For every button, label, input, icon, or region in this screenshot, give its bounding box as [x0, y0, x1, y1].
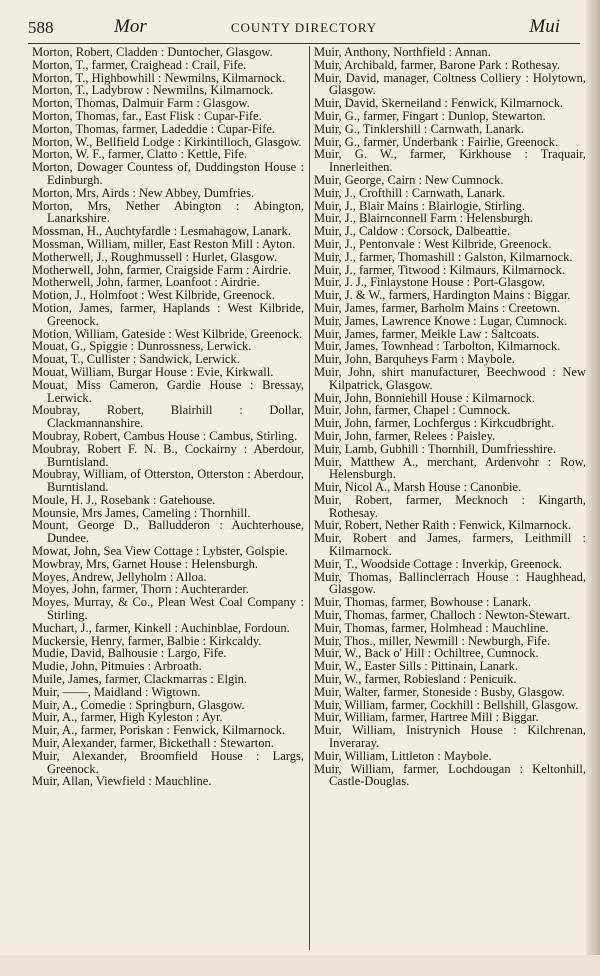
directory-entry: Muir, Thomas, Ballinclerrach House : Haughhead, Glasgow.	[314, 569, 586, 597]
directory-entry: Muir, William, farmer, Hartree Mill : Biggar.	[314, 710, 539, 725]
directory-entry: Moubray, Robert, Cambus House : Cambus, Stirling.	[32, 428, 298, 443]
directory-entry: Morton, T., Ladybrow : Newmilns, Kilmarnock.	[32, 83, 274, 98]
directory-entry: Morton, Dowager Countess of, Duddingston House : Edinburgh.	[32, 160, 304, 187]
directory-entry: Muir, J., Crofthill : Carnwath, Lanark.	[314, 185, 506, 200]
directory-entry: Motherwell, John, farmer, Craigside Farm : Airdrie.	[32, 262, 292, 277]
directory-entry: Muir, John, Barquheys Farm : Maybole.	[314, 352, 515, 367]
header-rule	[28, 43, 580, 44]
directory-entry: Muir, G., farmer, Fingart : Dunlop, Stewarton.	[314, 108, 546, 123]
directory-entry: Muchart, J., farmer, Kinkell : Auchinblae, Fordoun.	[32, 620, 290, 635]
directory-entry: Motion, James, farmer, Haplands : West Kilbride, Greenock.	[32, 300, 304, 328]
directory-entry: Moule, H. J., Rosebank : Gatehouse.	[32, 492, 216, 507]
directory-entry: Muir, J., Blair Mains : Blairlogie, Stirling.	[314, 198, 525, 213]
directory-entry: Muir, J. J., Finlaystone House : Port-Glasgow.	[314, 275, 545, 290]
directory-entry: Muir, Alexander, farmer, Bickethall : Stewarton.	[32, 736, 274, 751]
directory-entry: Muir, A., farmer, High Kyleston : Ayr.	[32, 710, 223, 725]
directory-entry: Muir, William, Littleton : Maybole.	[314, 748, 492, 763]
page-binding-edge	[586, 0, 600, 976]
directory-entry: Morton, Thomas, farmer, Ladeddie : Cupar-Fife.	[32, 121, 276, 136]
page-header	[28, 16, 580, 40]
directory-entry: Muir, J. & W., farmers, Hardington Mains : Biggar.	[314, 288, 571, 303]
left-column	[32, 46, 304, 788]
directory-entry: Motherwell, John, farmer, Loanfoot : Airdrie.	[32, 275, 260, 290]
running-title: COUNTY DIRECTORY	[230, 20, 378, 35]
directory-entry: Muir, J., Pentonvale : West Kilbride, Greenock.	[314, 236, 552, 251]
directory-entry: Mudie, David, Balhousie : Largo, Fife.	[32, 646, 227, 661]
directory-entry: Moyes, John, farmer, Thorn : Auchterarder.	[32, 582, 249, 597]
directory-entry: Muir, J., farmer, Thomashill : Galston, Kilmarnock.	[314, 249, 573, 264]
directory-entry: Mossman, H., Auchtyfardle : Lesmahagow, Lanark.	[32, 224, 291, 239]
directory-entry: Motion, J., Holmfoot : West Kilbride, Greenock.	[32, 288, 275, 303]
directory-entry: Muir, Robert, Nether Raith : Fenwick, Kilmarnock.	[314, 518, 572, 533]
directory-entry: Mouat, Miss Cameron, Gardie House : Bressay, Lerwick.	[32, 377, 304, 405]
directory-entry: Muir, William, farmer, Cockhill : Bellshill, Glasgow.	[314, 697, 579, 712]
directory-entry: Muir, John, farmer, Relees : Paisley.	[314, 428, 496, 443]
directory-entry: Muir, W., Easter Sills : Pittinain, Lanark.	[314, 659, 518, 674]
directory-entry: Muir, W., Back o' Hill : Ochiltree, Cumnock.	[314, 646, 539, 661]
directory-entry: Morton, Robert, Cladden : Duntocher, Glasgow.	[32, 45, 273, 59]
directory-entry: Motion, William, Gateside : West Kilbride, Greenock.	[32, 326, 303, 341]
directory-entry: Mouat, William, Burgar House : Evie, Kirkwall.	[32, 364, 274, 379]
directory-entry: Moubray, William, of Otterston, Otterston : Aberdour, Burntisland.	[32, 467, 304, 495]
page-number: 588	[28, 18, 54, 37]
directory-entry: Muir, A., farmer, Poriskan : Fenwick, Kilmarnock.	[32, 723, 286, 738]
directory-entry: Moyes, Murray, & Co., Plean West Coal Company : Stirling.	[32, 595, 304, 623]
directory-entry: Muir, James, farmer, Barholm Mains : Creetown.	[314, 300, 561, 315]
directory-entry: Muir, Thomas, farmer, Challoch : Newton-Stewart.	[314, 608, 570, 623]
directory-entry: Muir, John, farmer, Lochfergus : Kirkcudbright.	[314, 416, 555, 431]
directory-entry: Muir, William, Inistrynich House : Kilchrenan, Inveraray.	[314, 723, 586, 751]
running-head-left: Mor	[114, 16, 147, 37]
directory-entry: Muir, Archibald, farmer, Barone Park : Rothesay.	[314, 57, 561, 72]
running-head-right: Mui	[529, 16, 560, 37]
directory-entry: Muir, J., Blairnconnell Farm : Helensburgh.	[314, 211, 534, 226]
directory-entry: Morton, Thomas, far., East Flisk : Cupar-Fife.	[32, 108, 262, 123]
directory-entry: Muir, J., Caldow : Corsock, Dalbeattie.	[314, 224, 510, 239]
directory-entry: Muir, ——, Maidland : Wigtown.	[32, 684, 201, 699]
directory-entry: Muir, Robert and James, farmers, Leithmill : Kilmarnock.	[314, 531, 586, 559]
directory-entry: Morton, T., Highbowhill : Newmilns, Kilmarnock.	[32, 70, 285, 85]
page-bottom-margin	[0, 955, 600, 976]
directory-entry: Muir, Matthew A., merchant, Ardenvohr : Row, Helensburgh.	[314, 454, 586, 482]
directory-entry: Muir, David, Skerneiland : Fenwick, Kilmarnock.	[314, 96, 564, 111]
directory-entry: Muir, David, manager, Coltness Colliery : Holytown, Glasgow.	[314, 70, 586, 98]
directory-entry: Mounsie, Mrs James, Cameling : Thornhill.	[32, 505, 251, 520]
directory-entry: Muir, John, shirt manufacturer, Beechwood : New Kilpatrick, Glasgow.	[314, 364, 586, 392]
directory-entry: Moyes, Andrew, Jellyholm : Alloa.	[32, 569, 207, 584]
directory-entry: Motherwell, J., Roughmussell : Hurlet, Glasgow.	[32, 249, 278, 264]
directory-entry: Morton, Thomas, Dalmuir Farm : Glasgow.	[32, 96, 250, 111]
directory-entry: Mouat, T., Cullister : Sandwick, Lerwick.	[32, 352, 240, 367]
column-divider	[309, 46, 310, 950]
directory-entry: Moubray, Robert F. N. B., Cockairny : Aberdour, Burntisland.	[32, 441, 304, 469]
directory-entry: Muir, Allan, Viewfield : Mauchline.	[32, 774, 212, 789]
directory-entry: Mount, George D., Balludderon : Auchterhouse, Dundee.	[32, 518, 304, 546]
directory-entry: Mowbray, Mrs, Garnet House : Helensburgh.	[32, 556, 259, 571]
right-column	[314, 46, 586, 788]
directory-entry: Muir, Lamb, Gubhill : Thornhill, Dumfriesshire.	[314, 441, 556, 456]
directory-entry: Muile, James, farmer, Clackmarras : Elgin.	[32, 672, 248, 687]
directory-entry: Muckersie, Henry, farmer, Balbie : Kirkcaldy.	[32, 633, 262, 648]
directory-entry: Muir, J., farmer, Titwood : Kilmaurs, Kilmarnock.	[314, 262, 566, 277]
directory-entry: Muir, T., Woodside Cottage : Inverkip, Greenock.	[314, 556, 563, 571]
directory-entry: Muir, G. W., farmer, Kirkhouse : Traquair, Innerleithen.	[314, 147, 586, 175]
directory-entry: Moubray, Robert, Blairhill : Dollar, Clackmannanshire.	[32, 403, 304, 431]
directory-entry: Muir, William, farmer, Lochdougan : Keltonhill, Castle-Douglas.	[314, 761, 586, 789]
directory-entry: Mouat, G., Spiggie : Dunrossness, Lerwick.	[32, 339, 252, 354]
directory-entry: Mowat, John, Sea View Cottage : Lybster, Golspie.	[32, 544, 288, 559]
directory-entry: Muir, James, farmer, Meikle Law : Saltcoats.	[314, 326, 540, 341]
directory-entry: Muir, James, Townhead : Tarbolton, Kilmarnock.	[314, 339, 561, 354]
directory-entry: Muir, Alexander, Broomfield House : Largs, Greenock.	[32, 748, 304, 776]
directory-entry: Muir, G., Tinklershill : Carnwath, Lanark.	[314, 121, 524, 136]
directory-entry: Muir, Thomas, farmer, Bowhouse : Lanark.	[314, 595, 532, 610]
directory-entry: Morton, W. F., farmer, Clatto : Kettle, Fife.	[32, 147, 248, 162]
directory-entry: Muir, John, farmer, Chapel : Cumnock.	[314, 403, 511, 418]
directory-entry: Muir, George, Cairn : New Cumnock.	[314, 172, 504, 187]
directory-entry: Muir, Nicol A., Marsh House : Canonbie.	[314, 480, 522, 495]
directory-entry: Mudie, John, Pitmuies : Arbroath.	[32, 659, 202, 674]
directory-entry: Morton, T., farmer, Craighead : Crail, Fife.	[32, 57, 247, 72]
directory-entry: Muir, Anthony, Northfield : Annan.	[314, 45, 491, 59]
directory-entry: Muir, G., farmer, Underbank : Fairlie, Greenock.	[314, 134, 559, 149]
directory-entry: Muir, W., farmer, Robiesland : Penicuik.	[314, 672, 517, 687]
directory-entry: Muir, John, Bonniehill House : Kilmarnock.	[314, 390, 536, 405]
directory-entry: Muir, Walter, farmer, Stoneside : Busby, Glasgow.	[314, 684, 565, 699]
directory-entry: Morton, W., Bellfield Lodge : Kirkintilloch, Glasgow.	[32, 134, 302, 149]
directory-entry: Morton, Mrs, Airds : New Abbey, Dumfries.	[32, 185, 255, 200]
directory-entry: Muir, Thomas, farmer, Holmhead : Mauchline.	[314, 620, 549, 635]
directory-entry: Muir, Robert, farmer, Mecknoch : Kingarth, Rothesay.	[314, 492, 586, 520]
directory-entry: Morton, Mrs, Nether Abington : Abington, Lanarkshire.	[32, 198, 304, 226]
directory-entry: Mossman, William, miller, East Reston Mill : Ayton.	[32, 236, 296, 251]
directory-entry: Muir, James, Lawrence Knowe : Lugar, Cumnock.	[314, 313, 568, 328]
directory-entry: Muir, A., Comedie : Springburn, Glasgow.	[32, 697, 245, 712]
directory-entry: Muir, Thos., miller, Newmill : Newburgh, Fife.	[314, 633, 551, 648]
